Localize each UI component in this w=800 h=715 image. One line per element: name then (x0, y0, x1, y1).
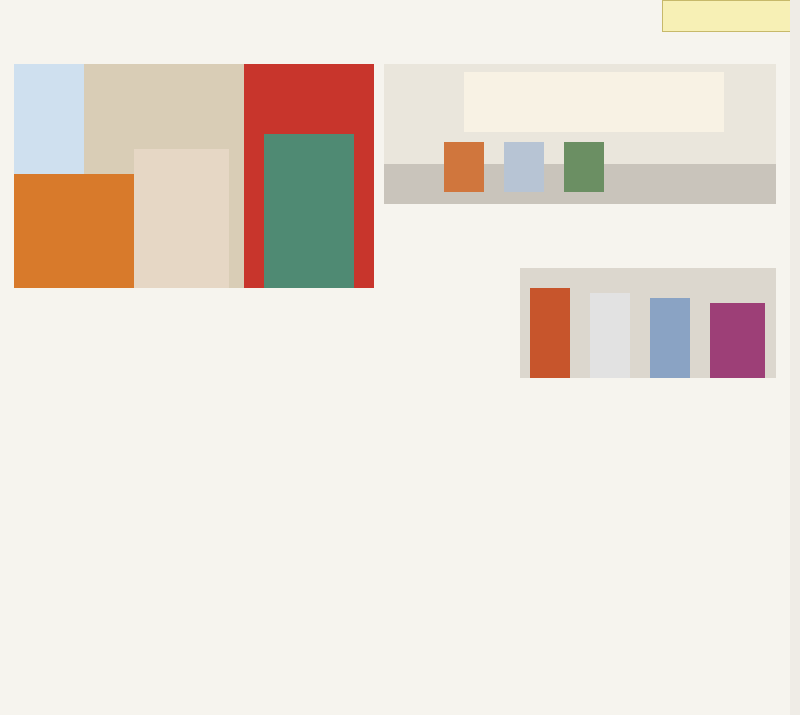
article-body-col3 (396, 240, 512, 296)
headline (14, 4, 654, 50)
section3-body (520, 450, 776, 710)
photo3-caption (520, 380, 776, 414)
section2-heading (14, 590, 254, 616)
photo-cheque-receipt (520, 268, 776, 378)
section-tag (662, 0, 800, 32)
article-body-col2 (268, 300, 508, 710)
section3-heading (520, 420, 776, 446)
section2-body (14, 620, 254, 710)
article-body-col1 (14, 340, 254, 580)
photo-cheque-handover (14, 64, 374, 288)
page-edge (790, 0, 800, 715)
photo2-caption (384, 206, 776, 240)
photo-budget-meeting (384, 64, 776, 204)
